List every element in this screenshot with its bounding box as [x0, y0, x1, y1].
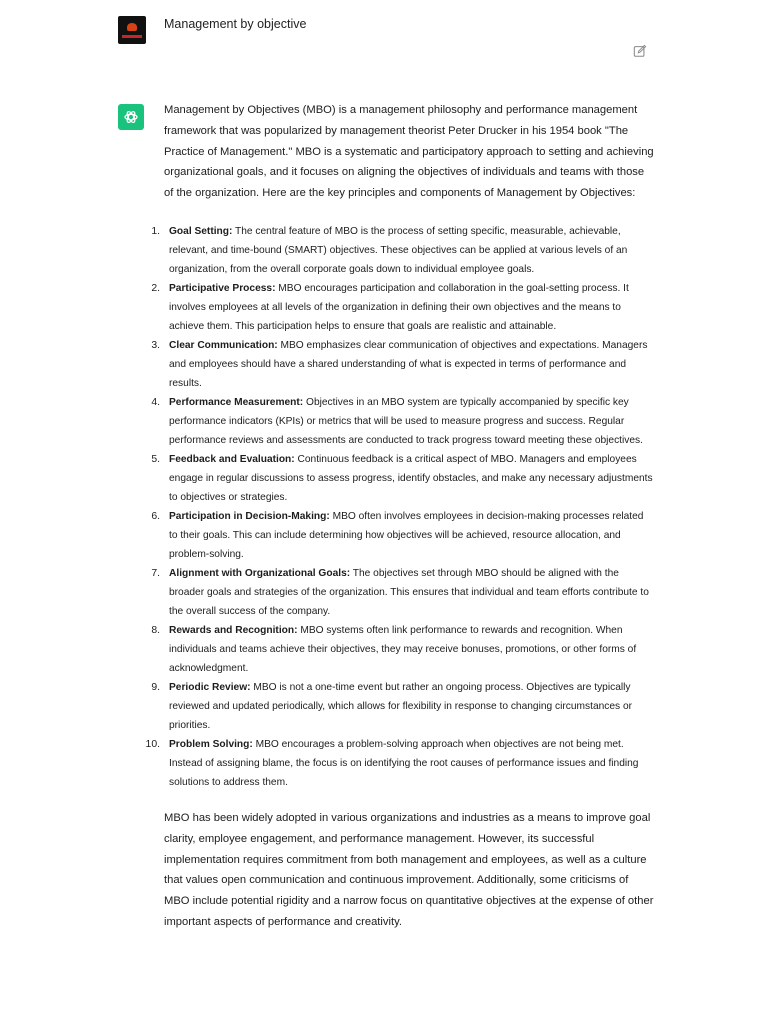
list-number: 3.: [151, 339, 160, 351]
user-avatar: [118, 16, 146, 44]
edit-icon[interactable]: [633, 44, 647, 58]
list-number: 6.: [151, 510, 160, 522]
list-text: The central feature of MBO is the process of setting specific, measurable, achievable, relevant, and time-bound (SMART) objectives. These objectives can be applied at various levels of an organization, from the overall corporate goals down to individual employee goals.: [169, 225, 628, 275]
assistant-intro-paragraph: Management by Objectives (MBO) is a management philosophy and performance management framework that was popularized by management theorist Peter Drucker in his 1954 book "The Practice of Management." MBO is a systematic and participatory approach to setting and achieving organizational goals, and it focuses on aligning the objectives of individuals and teams with those of the organization. Here are the key principles and components of Management by Objectives:: [164, 104, 654, 200]
list-number: 9.: [151, 681, 160, 693]
list-item: [151, 678, 654, 735]
list-item: [151, 222, 654, 279]
assistant-message-content: [145, 100, 654, 933]
list-item: [151, 507, 654, 564]
list-text: MBO systems often link performance to rewards and recognition. When individuals and teams achieve their objectives, they may receive bonuses, promotions, or other forms of acknowledgment.: [169, 624, 637, 674]
list-number: 2.: [151, 282, 160, 294]
list-term: Rewards and Recognition:: [169, 624, 298, 636]
list-item: [151, 336, 654, 393]
list-term: Problem Solving:: [169, 738, 253, 750]
list-number: 7.: [151, 567, 160, 579]
list-number: 10.: [145, 738, 160, 750]
list-item: [151, 450, 654, 507]
list-number: 1.: [151, 225, 160, 237]
list-term: Goal Setting:: [169, 225, 233, 237]
list-term: Alignment with Organizational Goals:: [169, 567, 351, 579]
list-number: 8.: [151, 624, 160, 636]
list-term: Participation in Decision-Making:: [169, 510, 330, 522]
list-text: MBO is not a one-time event but rather an ongoing process. Objectives are typically reviewed and updated periodically, which allows for flexibility in response to changing circumstances or priorities.: [169, 681, 633, 731]
list-term: Participative Process:: [169, 282, 276, 294]
list-text: MBO often involves employees in decision-making processes related to their goals. This can include determining how objectives will be achieved, resource allocation, and problem-solving.: [169, 510, 644, 560]
list-term: Periodic Review:: [169, 681, 251, 693]
list-text: MBO emphasizes clear communication of objectives and expectations. Managers and employees should have a shared understanding of what is expected in terms of performance and results.: [169, 339, 648, 389]
list-text: The objectives set through MBO should be aligned with the broader goals and strategies of the organization. This ensures that individual and team efforts contribute to the overall success of the company.: [169, 567, 649, 617]
list-item: [151, 621, 654, 678]
list-term: Clear Communication:: [169, 339, 278, 351]
list-text: MBO encourages participation and collaboration in the goal-setting process. It involves employees at all levels of the organization in defining their own objectives and the means to achieve them. This participation helps to ensure that goals are realistic and attainable.: [169, 282, 629, 332]
list-text: MBO encourages a problem-solving approach when objectives are not being met. Instead of assigning blame, the focus is on identifying the root causes of performance issues and finding solutions to address them.: [169, 738, 639, 788]
list-item: [145, 735, 654, 792]
list-item: [151, 279, 654, 336]
list-number: 5.: [151, 453, 160, 465]
mbo-principles-list: [145, 222, 654, 792]
list-item: [151, 564, 654, 621]
list-text: Objectives in an MBO system are typically accompanied by specific key performance indicators (KPIs) or metrics that will be used to measure progress and success. Regular performance reviews and assessments are conducted to track progress toward meeting these objectives.: [169, 396, 643, 446]
user-message-text: Management by objective: [164, 17, 307, 31]
list-text: Continuous feedback is a critical aspect of MBO. Managers and employees engage in regular discussions to assess progress, identify obstacles, and make any necessary adjustments to objectives or strategies.: [169, 453, 653, 503]
user-message-row: [118, 14, 738, 74]
list-number: 4.: [151, 396, 160, 408]
list-term: Performance Measurement:: [169, 396, 304, 408]
chatgpt-logo-icon: [118, 104, 144, 130]
assistant-conclusion-paragraph: MBO has been widely adopted in various organizations and industries as a means to improve goal clarity, employee engagement, and performance management. However, its successful implementation requires commitment from both management and employees, as well as a culture that values open communication and continuous improvement. Additionally, some criticisms of MBO include potential rigidity and a narrow focus on quantitative objectives at the expense of other important aspects of performance and creativity.: [164, 811, 654, 928]
list-term: Feedback and Evaluation:: [169, 453, 295, 465]
list-item: [151, 393, 654, 450]
